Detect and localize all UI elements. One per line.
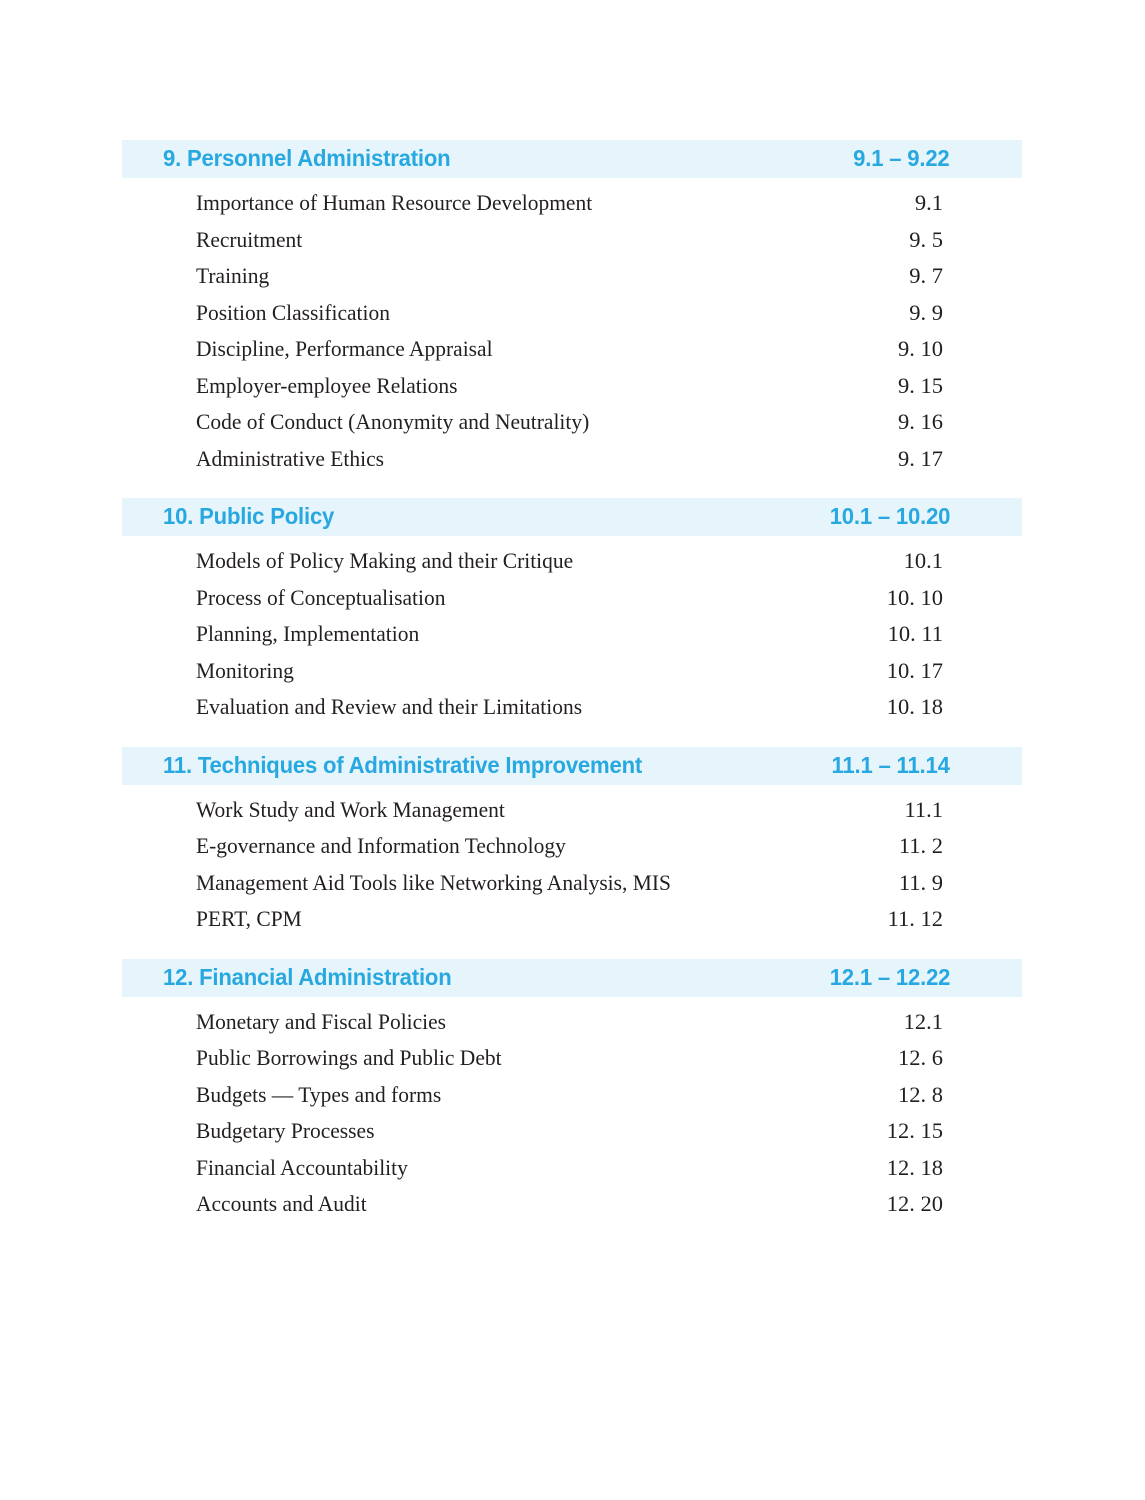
chapter-header-band[interactable] (122, 747, 1022, 785)
toc-entry-row[interactable] (122, 792, 1022, 829)
toc-section-4 (122, 959, 1022, 1223)
toc-entry-page-number: 11. 2 (898, 833, 943, 858)
toc-entry-page-number: 10. 10 (886, 584, 943, 610)
toc-entry-page-number: 12. 15 (886, 1118, 943, 1143)
chapter-title: 11. Techniques of Administrative Improvement (163, 751, 643, 778)
chapter-page-range: 9.1 – 9.22 (853, 145, 950, 172)
toc-entry-page-number: 10. 17 (886, 657, 943, 683)
toc-entry-page-number: 9. 15 (898, 372, 943, 398)
toc-entry-row[interactable] (122, 331, 1022, 368)
toc-entry-page-number: 9. 16 (898, 409, 943, 434)
toc-entry-page-number: 12.1 (903, 1008, 943, 1034)
toc-entry-page-number: 12. 8 (898, 1081, 943, 1107)
toc-entry-row[interactable] (122, 441, 1022, 478)
toc-entry-page-number: 9. 7 (909, 263, 943, 288)
toc-entry-row[interactable] (122, 222, 1022, 259)
toc-entry-page-number: 10. 18 (886, 694, 943, 719)
chapter-page-range: 10.1 – 10.20 (829, 503, 950, 530)
chapter-title: 12. Financial Administration (163, 963, 452, 990)
toc-entry-row[interactable] (122, 295, 1022, 332)
toc-entry-title: Financial Accountability (196, 1154, 408, 1180)
toc-entry-title: Public Borrowings and Public Debt (196, 1045, 502, 1070)
chapter-header-band[interactable] (122, 140, 1022, 178)
toc-entry-page-number: 11. 9 (898, 869, 943, 895)
toc-entry-title: Training (196, 263, 270, 288)
toc-entry-row[interactable] (122, 828, 1022, 865)
chapter-page-range: 11.1 – 11.14 (831, 751, 950, 778)
toc-entry-row[interactable] (122, 404, 1022, 441)
toc-entry-row[interactable] (122, 1186, 1022, 1223)
toc-entry-title: Process of Conceptualisation (196, 584, 446, 610)
toc-entry-title: Employer-employee Relations (196, 372, 458, 398)
toc-entry-title: Recruitment (196, 226, 303, 252)
toc-entry-page-number: 10. 11 (887, 621, 943, 646)
table-of-contents (122, 140, 1022, 1223)
toc-entry-page-number: 9. 17 (898, 445, 943, 471)
chapter-entry-list (122, 178, 1022, 477)
chapter-page-range: 12.1 – 12.22 (829, 963, 950, 990)
toc-entry-title: Models of Policy Making and their Critique (196, 548, 574, 573)
chapter-entry-list (122, 997, 1022, 1223)
toc-section-2 (122, 498, 1022, 726)
toc-entry-row[interactable] (122, 1113, 1022, 1150)
toc-entry-row[interactable] (122, 653, 1022, 690)
chapter-header-band[interactable] (122, 498, 1022, 536)
toc-entry-title: E-governance and Information Technology (196, 833, 566, 858)
toc-entry-title: Importance of Human Resource Development (196, 190, 593, 215)
toc-entry-title: Discipline, Performance Appraisal (196, 336, 493, 361)
chapter-title: 10. Public Policy (163, 503, 335, 530)
toc-section-1 (122, 140, 1022, 477)
toc-section-3 (122, 747, 1022, 938)
toc-entry-title: Evaluation and Review and their Limitations (196, 694, 583, 719)
chapter-entry-list (122, 536, 1022, 726)
toc-entry-page-number: 10.1 (903, 548, 943, 573)
toc-entry-row[interactable] (122, 543, 1022, 580)
toc-entry-row[interactable] (122, 901, 1022, 938)
toc-entry-page-number: 12. 20 (886, 1191, 943, 1216)
toc-entry-row[interactable] (122, 580, 1022, 617)
toc-entry-row[interactable] (122, 258, 1022, 295)
toc-entry-title: Position Classification (196, 299, 390, 325)
toc-entry-row[interactable] (122, 1077, 1022, 1114)
toc-entry-page-number: 12. 18 (886, 1154, 943, 1180)
toc-entry-row[interactable] (122, 368, 1022, 405)
toc-entry-row[interactable] (122, 1004, 1022, 1041)
toc-entry-title: Budgetary Processes (196, 1118, 375, 1143)
toc-entry-page-number: 9. 9 (909, 299, 943, 325)
chapter-entry-list (122, 785, 1022, 938)
toc-entry-row[interactable] (122, 1150, 1022, 1187)
toc-entry-page-number: 11. 12 (887, 906, 943, 931)
toc-entry-page-number: 9. 10 (898, 336, 943, 361)
toc-entry-title: Administrative Ethics (196, 445, 384, 471)
chapter-title: 9. Personnel Administration (163, 145, 451, 172)
toc-entry-page-number: 12. 6 (898, 1045, 943, 1070)
toc-entry-row[interactable] (122, 865, 1022, 902)
chapter-header-band[interactable] (122, 959, 1022, 997)
toc-entry-page-number: 11.1 (904, 796, 943, 822)
toc-entry-title: Work Study and Work Management (196, 796, 505, 822)
toc-entry-row[interactable] (122, 616, 1022, 653)
toc-entry-title: Management Aid Tools like Networking Analysis, MIS (196, 869, 671, 895)
toc-entry-row[interactable] (122, 185, 1022, 222)
toc-entry-title: Accounts and Audit (196, 1191, 367, 1216)
toc-entry-title: Code of Conduct (Anonymity and Neutrality) (196, 409, 590, 434)
toc-entry-title: Planning, Implementation (196, 621, 420, 646)
toc-entry-page-number: 9. 5 (909, 226, 943, 252)
toc-entry-page-number: 9.1 (914, 190, 943, 215)
toc-entry-row[interactable] (122, 689, 1022, 726)
toc-entry-title: Budgets — Types and forms (196, 1081, 442, 1107)
toc-entry-title: PERT, CPM (196, 906, 302, 931)
toc-entry-title: Monitoring (196, 657, 294, 683)
toc-entry-title: Monetary and Fiscal Policies (196, 1008, 447, 1034)
toc-entry-row[interactable] (122, 1040, 1022, 1077)
